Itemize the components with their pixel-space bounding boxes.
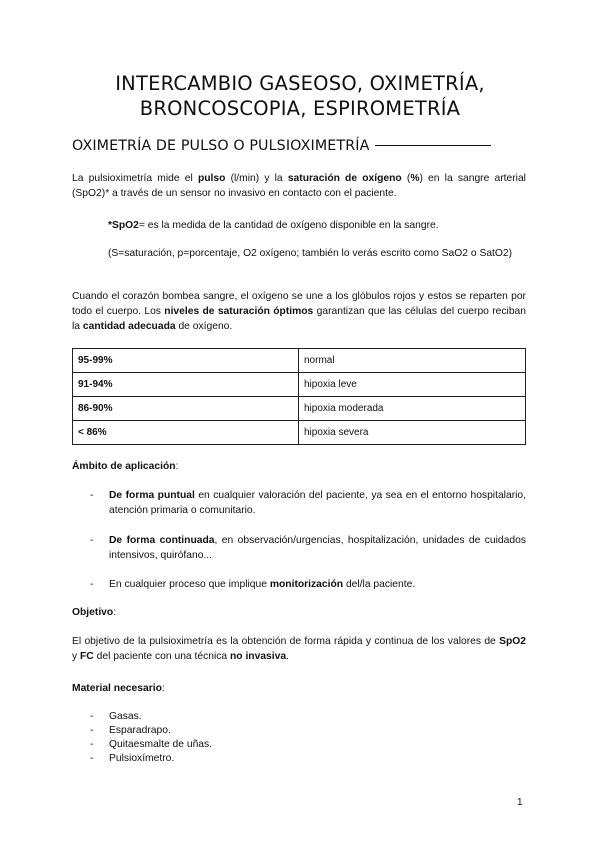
material-item: Gasas. (109, 711, 142, 722)
title-line-2: BRONCOSCOPIA, ESPIROMETRÍA (139, 97, 461, 120)
range-cell: < 86% (73, 421, 299, 445)
saturation-table (72, 348, 526, 445)
material-item: Quitaesmalte de uñas. (109, 739, 213, 750)
range-cell: 95-99% (73, 349, 299, 373)
intro-text: ) en la sangre arterial (SpO2)* a través de un sensor no invasivo en contacto con el paciente. (72, 173, 526, 199)
bullet-dash: - (90, 490, 94, 501)
bullet-dash: - (90, 739, 94, 750)
objetivo-bold-no-invasiva: no invasiva (230, 651, 287, 662)
bullet-dash: - (90, 753, 94, 764)
list-item-text (109, 533, 526, 563)
intro-text: ( (401, 173, 411, 184)
heart-paragraph (72, 289, 526, 334)
section-heading-text: OXIMETRÍA DE PULSO O PULSIOXIMETRÍA (72, 138, 370, 154)
intro-bold-percent: % (410, 173, 420, 184)
item-text: del/la paciente. (343, 579, 416, 590)
objetivo-text: El objetivo de la pulsioximetría es la obtención de forma rápida y continua de los valores de (72, 636, 500, 647)
heart-text: Cuando el corazón bombea sangre, el oxígeno se une a los glóbulos rojos y estos se reparten por todo el cuerpo. Los (72, 291, 526, 317)
table-row (73, 397, 526, 421)
objetivo-heading (72, 605, 116, 620)
objetivo-text: . (286, 651, 289, 662)
objetivo-text: y (72, 651, 81, 662)
bullet-dash: - (90, 579, 94, 590)
status-cell: hipoxia moderada (299, 397, 526, 421)
objetivo-bold-fc: FC (80, 651, 94, 662)
page-title (60, 71, 540, 121)
objetivo-heading-text: Objetivo (72, 607, 114, 618)
bullet-dash: - (90, 535, 94, 546)
title-line-1: INTERCAMBIO GASEOSO, OXIMETRÍA, (115, 72, 485, 95)
objetivo-text: del paciente con una técnica (93, 651, 230, 662)
item-text: En cualquier proceso que implique (109, 579, 270, 590)
material-heading (72, 681, 165, 696)
table-row (73, 373, 526, 397)
objetivo-paragraph (72, 634, 526, 664)
item-bold: De forma continuada (109, 535, 215, 546)
heart-text: garantizan que las células del cuerpo reciban la (72, 306, 526, 332)
intro-bold-pulso: pulso (197, 173, 226, 184)
heading-rule (375, 145, 491, 146)
bullet-dash: - (90, 711, 94, 722)
material-item: Esparadrapo. (109, 725, 171, 736)
heart-bold-cantidad: cantidad adecuada (82, 321, 176, 332)
heading-colon: : (113, 607, 117, 618)
abbreviation-note: (S=saturación, p=porcentaje, O2 oxígeno; también lo verás escrito como SaO2 o SatO2) (108, 248, 513, 259)
item-text: , en observación/urgencias, hospitalización, unidades de cuidados intensivos, quirófano... (109, 535, 526, 561)
spo2-note-text: = es la medida de la cantidad de oxígeno disponible en la sangre. (138, 220, 439, 231)
ambito-heading-text: Ámbito de aplicación (72, 461, 176, 472)
status-cell: hipoxia leve (299, 373, 526, 397)
section-heading (72, 136, 532, 156)
item-text: en cualquier valoración del paciente, ya sea en el entorno hospitalario, atención primaria o comunitario. (109, 490, 526, 516)
page-number: 1 (517, 797, 523, 808)
spo2-note (108, 218, 528, 233)
list-item-text (109, 488, 526, 518)
status-cell: normal (299, 349, 526, 373)
ambito-heading (72, 459, 178, 474)
heading-colon: : (175, 461, 179, 472)
intro-text: (l/min) y la (225, 173, 288, 184)
heart-bold-niveles: niveles de saturación óptimos (164, 306, 314, 317)
item-bold: monitorización (269, 579, 344, 590)
range-cell: 91-94% (73, 373, 299, 397)
status-cell: hipoxia severa (299, 421, 526, 445)
heart-text: de oxígeno. (175, 321, 233, 332)
item-bold: De forma puntual (109, 490, 195, 501)
table-row (73, 349, 526, 373)
range-cell: 86-90% (73, 397, 299, 421)
intro-paragraph (72, 171, 526, 201)
bullet-dash: - (90, 725, 94, 736)
objetivo-bold-spo2: SpO2 (499, 636, 526, 647)
heading-colon: : (161, 683, 165, 694)
table-row (73, 421, 526, 445)
list-item-text (109, 577, 526, 592)
spo2-note-term: *SpO2 (108, 220, 139, 231)
material-item: Pulsioxímetro. (109, 753, 175, 764)
intro-bold-saturacion: saturación de oxígeno (287, 173, 402, 184)
intro-text: La pulsioximetría mide el (72, 173, 198, 184)
material-heading-text: Material necesario (72, 683, 162, 694)
